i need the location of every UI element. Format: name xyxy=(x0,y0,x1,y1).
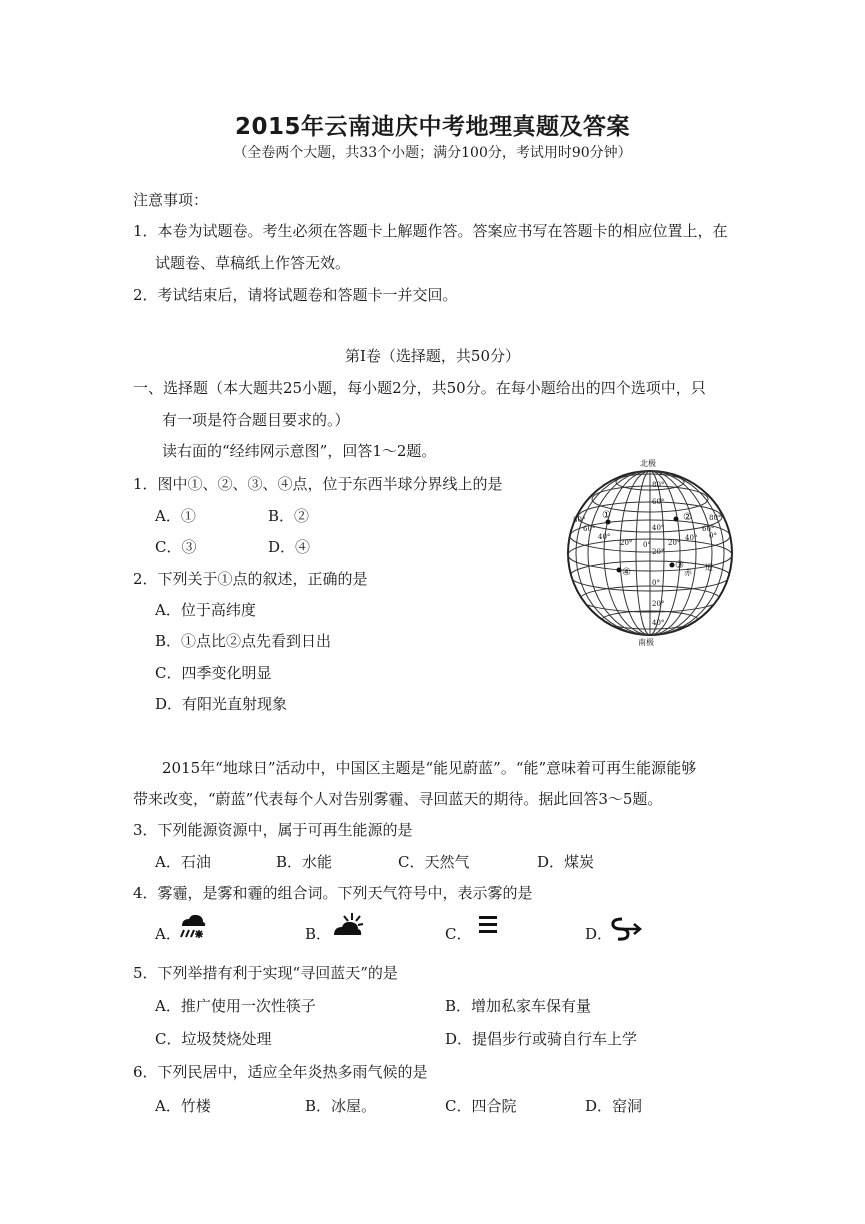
point-4-label: ④ xyxy=(622,567,631,578)
q1-option-a: A．① xyxy=(155,507,196,525)
q5-option-a: A．推广使用一次性筷子 xyxy=(155,997,316,1015)
lon-label-40w: 40° xyxy=(598,533,611,541)
q5-stem: 5．下列举措有利于实现“寻回蓝天”的是 xyxy=(133,964,398,982)
lat-label-40: 40° xyxy=(652,524,665,532)
q1-2-intro: 读右面的“经纬网示意图”，回答1～2题。 xyxy=(162,442,437,460)
q2-option-a: A．位于高纬度 xyxy=(155,601,256,619)
lon-label-0: 0° xyxy=(643,541,651,549)
lon-label-80e: 80° xyxy=(709,514,722,522)
q1-option-d: D．④ xyxy=(268,538,311,556)
q3-option-a: A．石油 xyxy=(155,853,211,871)
q4-option-c: C． xyxy=(445,925,472,943)
notice-item-1-cont: 试题卷、草稿纸上作答无效。 xyxy=(155,254,351,272)
lon-label-20e: 20° xyxy=(668,539,681,547)
q3-option-d: D．煤炭 xyxy=(537,853,595,871)
point-3-label: ③ xyxy=(675,560,684,571)
lon-label-60e: 60° xyxy=(702,525,715,533)
q4-option-d: D． xyxy=(585,925,613,943)
q3-option-b: B．水能 xyxy=(276,853,333,871)
section1-instructions-cont: 有一项是符合题目要求的。） xyxy=(162,411,350,429)
point-2-label: ② xyxy=(683,512,692,523)
lat-label-20s: 20° xyxy=(652,600,665,608)
label-north-pole: 北极 xyxy=(640,459,656,468)
lat-label-60: 60° xyxy=(652,498,665,506)
lon-label-80w: 80° xyxy=(573,516,586,524)
q5-option-b: B．增加私家车保有量 xyxy=(445,997,592,1015)
q5-option-c: C．垃圾焚烧处理 xyxy=(155,1030,272,1048)
equator-label-2: 道 xyxy=(705,563,713,572)
snow-rain-cloud-icon xyxy=(178,911,208,941)
q6-option-b: B．冰屋。 xyxy=(305,1097,377,1115)
lat-label-20: 20° xyxy=(652,548,665,556)
passage-line-1: 2015年“地球日”活动中，中国区主题是“能见蔚蓝”。“能”意味着可再生能源能够 xyxy=(162,759,697,777)
q4-stem: 4．雾霾，是雾和霾的组合词。下列天气符号中，表示雾的是 xyxy=(133,884,533,902)
page-title: 2015年云南迪庆中考地理真题及答案 xyxy=(234,114,630,140)
wind-sandstorm-icon xyxy=(608,916,642,942)
lat-label-40s: 40° xyxy=(652,619,665,627)
q1-option-b: B．② xyxy=(268,507,310,525)
latitude-longitude-globe-diagram xyxy=(565,454,735,646)
q2-stem: 2．下列关于①点的叙述，正确的是 xyxy=(133,570,368,588)
lat-label-80: 80° xyxy=(652,481,665,489)
section1-instructions: 一、选择题（本大题共25小题，每小题2分，共50分。在每小题给出的四个选项中，只 xyxy=(133,379,706,397)
lon-label-40e: 40° xyxy=(685,534,698,542)
q2-option-b: B．①点比②点先看到日出 xyxy=(155,632,332,650)
q6-option-a: A．竹楼 xyxy=(155,1097,211,1115)
lon-label-0e: 0° xyxy=(709,532,717,540)
passage-line-2: 带来改变，“蔚蓝”代表每个人对告别雾霾、寻回蓝天的期待。据此回答3～5题。 xyxy=(133,790,663,808)
label-south-pole: 南极 xyxy=(638,638,654,646)
sun-behind-cloud-icon xyxy=(330,911,366,939)
q6-stem: 6．下列民居中，适应全年炎热多雨气候的是 xyxy=(133,1063,428,1081)
notice-item-2: 2．考试结束后，请将试题卷和答题卡一并交回。 xyxy=(133,286,458,304)
q6-option-c: C．四合院 xyxy=(445,1097,517,1115)
notice-item-1: 1．本卷为试题卷。考生必须在答题卡上解题作答。答案应书写在答题卡的相应位置上，在 xyxy=(133,222,728,240)
q6-option-d: D．窑洞 xyxy=(585,1097,643,1115)
exam-info: （全卷两个大题，共33个小题；满分100分，考试用时90分钟） xyxy=(233,145,632,161)
q2-option-d: D．有阳光直射现象 xyxy=(155,695,288,713)
q4-option-b: B． xyxy=(305,925,332,943)
q3-option-c: C．天然气 xyxy=(398,853,470,871)
q3-stem: 3．下列能源资源中，属于可再生能源的是 xyxy=(133,821,413,839)
lon-label-20w: 20° xyxy=(620,539,633,547)
point-1-label: ① xyxy=(602,510,611,521)
q1-option-c: C．③ xyxy=(155,538,197,556)
q4-option-a: A． xyxy=(155,925,181,943)
notice-heading: 注意事项： xyxy=(133,191,209,209)
lat-label-0: 0° xyxy=(652,579,660,587)
equator-label-1: 赤 xyxy=(684,568,692,577)
lon-label-60w: 60° xyxy=(583,525,596,533)
q5-option-d: D．提倡步行或骑自行车上学 xyxy=(445,1030,638,1048)
q1-stem: 1．图中①、②、③、④点，位于东西半球分界线上的是 xyxy=(133,475,503,493)
part1-heading: 第Ⅰ卷（选择题，共50分） xyxy=(344,347,520,365)
fog-lines-icon xyxy=(478,914,500,934)
q2-option-c: C．四季变化明显 xyxy=(155,664,272,682)
